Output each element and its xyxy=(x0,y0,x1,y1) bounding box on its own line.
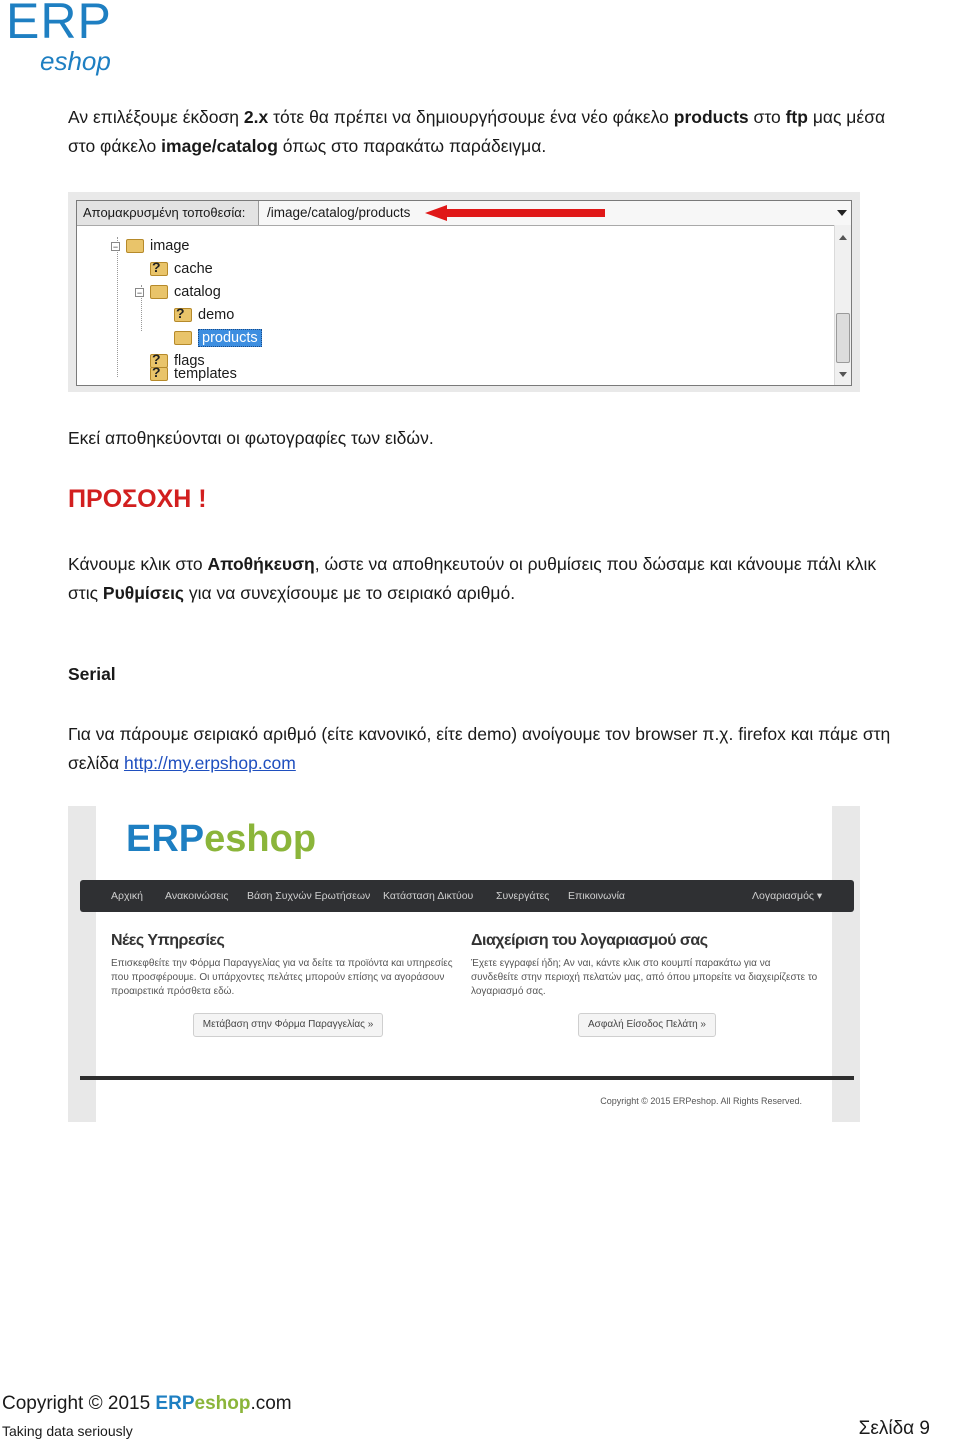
page-number: Σελίδα 9 xyxy=(858,1418,930,1439)
save-text: Αποθήκευση xyxy=(207,554,315,574)
tree-item-cache[interactable] xyxy=(150,258,213,280)
version-text: 2.x xyxy=(243,107,269,127)
red-arrow-icon xyxy=(425,205,605,221)
intro-line-1 xyxy=(68,103,960,132)
tree-item-catalog[interactable] xyxy=(135,281,221,303)
remote-path-input[interactable]: /image/catalog/products xyxy=(267,205,411,220)
text: Κάνουμε κλικ στο xyxy=(68,554,208,574)
folder-icon xyxy=(150,285,168,299)
new-services-text-3: προαιρετικά πρόσθετα εδώ. xyxy=(111,986,235,997)
logo-eshop: eshop xyxy=(40,46,111,76)
site-divider xyxy=(80,1076,854,1080)
account-text-2: συνδεθείτε στην περιοχή πελατών μας, από όπου μπορείτε να διαχειρίζεστε το xyxy=(471,972,818,983)
tree-label: flags xyxy=(174,353,205,369)
tree-label: templates xyxy=(174,366,237,382)
nav-contact[interactable]: Επικοινωνία xyxy=(568,890,625,902)
dropdown-arrow-icon[interactable] xyxy=(837,210,847,216)
tree-item-templates[interactable] xyxy=(150,363,237,385)
text: μας μέσα xyxy=(807,107,886,127)
text: στο φάκελο xyxy=(68,136,162,156)
tree-label: image xyxy=(150,238,190,254)
ftp-panel xyxy=(76,200,852,386)
text: .com xyxy=(250,1393,292,1414)
storage-note: Εκεί αποθηκεύονται οι φωτογραφίες των ειδών. xyxy=(68,428,434,448)
text: σελίδα xyxy=(68,753,124,773)
account-text-3: λογαριασμό σας. xyxy=(471,986,546,997)
website-screenshot xyxy=(68,806,860,1122)
nav-knowledgebase[interactable]: Βάση Συχνών Ερωτήσεων xyxy=(247,890,371,902)
text: για να συνεχίσουμε με το σειριακό αριθμό. xyxy=(184,583,516,603)
tree-label: demo xyxy=(198,307,235,323)
folder-icon xyxy=(126,239,144,253)
nav-announcements[interactable]: Ανακοινώσεις xyxy=(165,890,229,902)
footer-copyright xyxy=(2,1393,292,1415)
tree-item-demo[interactable] xyxy=(174,304,234,326)
new-services-text-2: που προσφέρουμε. Οι υπάρχοντες πελάτες μπορούν επίσης να αγοράσουν xyxy=(111,972,445,983)
serial-line-2 xyxy=(68,749,960,778)
client-login-button[interactable]: Ασφαλή Είσοδος Πελάτη » xyxy=(578,1013,716,1037)
folder-icon xyxy=(174,331,192,345)
collapse-icon[interactable]: − xyxy=(136,287,143,298)
text: στις xyxy=(68,583,103,603)
tree-label-selected: products xyxy=(198,329,262,347)
tree-item-image[interactable] xyxy=(111,235,190,257)
remote-location-bar xyxy=(77,201,851,226)
unknown-folder-icon: ? xyxy=(150,354,168,368)
intro-line-2 xyxy=(68,132,960,161)
text: στο xyxy=(748,107,786,127)
text: Copyright © 2015 xyxy=(2,1393,156,1414)
site-nav xyxy=(80,880,854,912)
nav-home[interactable]: Αρχική xyxy=(111,890,143,902)
tree-line xyxy=(117,237,118,377)
warning-line-2 xyxy=(68,579,960,608)
path-text: image/catalog xyxy=(161,136,278,156)
unknown-folder-icon: ? xyxy=(174,308,192,322)
warning-heading: ΠΡΟΣΟΧΗ ! xyxy=(68,485,207,513)
unknown-folder-icon: ? xyxy=(150,262,168,276)
new-services-text-1: Επισκεφθείτε την Φόρμα Παραγγελίας για να δείτε τα προϊόντα και υπηρεσίες xyxy=(111,958,453,969)
nav-account[interactable]: Λογαριασμός ▾ xyxy=(752,890,823,902)
logo-part: ERP xyxy=(126,818,205,860)
serial-heading: Serial xyxy=(68,664,116,684)
text: , ώστε να αποθηκευτούν οι ρυθμίσεις που δώσαμε και κάνουμε πάλι κλικ xyxy=(314,554,877,574)
scroll-thumb[interactable] xyxy=(836,313,850,363)
settings-text: Ρυθμίσεις xyxy=(102,583,185,603)
new-services-title: Νέες Υπηρεσίες xyxy=(111,932,225,949)
order-form-button[interactable]: Μετάβαση στην Φόρμα Παραγγελίας » xyxy=(193,1013,383,1037)
tree-item-products[interactable] xyxy=(174,327,262,349)
scroll-up-icon[interactable] xyxy=(839,235,847,240)
collapse-icon[interactable]: − xyxy=(112,241,119,252)
vertical-scrollbar[interactable] xyxy=(834,225,851,385)
erpshop-link[interactable]: http://my.erpshop.com xyxy=(123,753,296,773)
website-page xyxy=(96,806,832,1122)
ftp-text: ftp xyxy=(785,107,808,127)
serial-line-1: Για να πάρουμε σειριακό αριθμό (είτε κανονικό, είτε demo) ανοίγουμε τον browser π.χ. firefox και πάμε στη xyxy=(68,724,891,744)
folder-name: products xyxy=(673,107,749,127)
warning-line-1 xyxy=(68,550,960,579)
site-copyright: Copyright © 2015 ERPeshop. All Rights Reserved. xyxy=(600,1096,802,1106)
text: όπως στο παρακάτω παράδειγμα. xyxy=(277,136,547,156)
account-title: Διαχείριση του λογαριασμού σας xyxy=(471,932,708,949)
nav-network-status[interactable]: Κατάσταση Δικτύου xyxy=(383,890,474,902)
nav-affiliates[interactable]: Συνεργάτες xyxy=(496,890,550,902)
brand-eshop: eshop xyxy=(194,1393,251,1414)
logo-part: eshop xyxy=(204,818,317,860)
tree-label: cache xyxy=(174,261,213,277)
tree-label: catalog xyxy=(174,284,221,300)
text: Αν επιλέξουμε έκδοση xyxy=(68,107,244,127)
remote-location-label: Απομακρυσμένη τοποθεσία: xyxy=(77,201,259,225)
account-text-1: Έχετε εγγραφεί ήδη; Αν ναι, κάντε κλικ στο κουμπί παρακάτω για να xyxy=(471,958,771,969)
footer-tagline: Taking data seriously xyxy=(2,1423,133,1439)
scroll-down-icon[interactable] xyxy=(839,372,847,377)
unknown-folder-icon: ? xyxy=(150,367,168,381)
site-logo[interactable] xyxy=(126,820,316,858)
logo-erp: ERP xyxy=(6,0,112,49)
brand-erp: ERP xyxy=(155,1393,195,1414)
text: τότε θα πρέπει να δημιουργήσουμε ένα νέο φάκελο xyxy=(268,107,674,127)
ftp-screenshot xyxy=(68,192,860,392)
